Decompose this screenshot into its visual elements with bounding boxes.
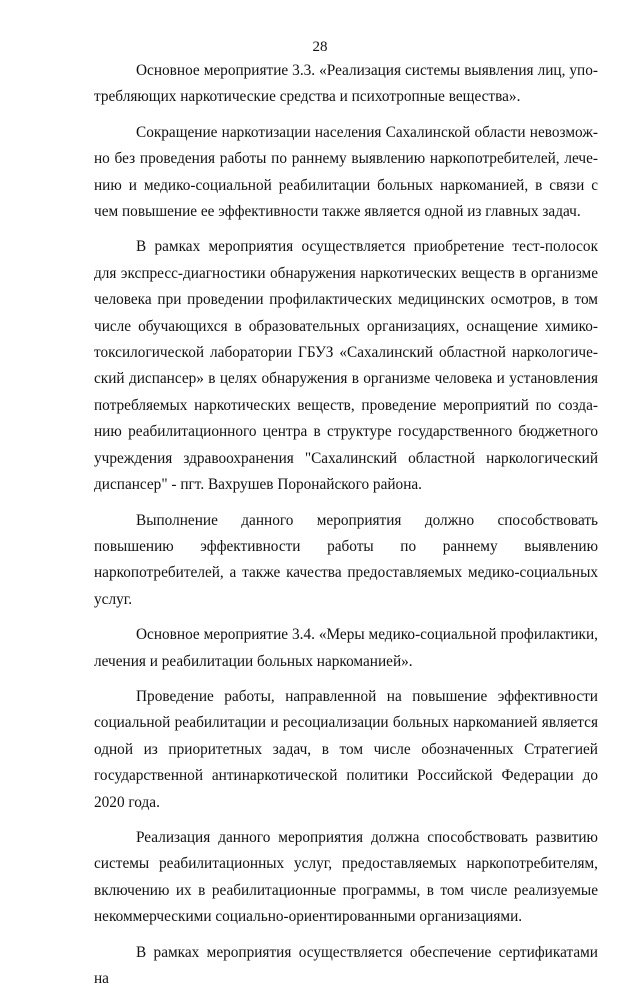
paragraph-measure-3-3-title: Основное мероприятие 3.3. «Реализация системы выявления лиц, употребляющих наркотические средства и психотропные вещества». [94, 62, 598, 106]
paragraph-measure-3-4-title: Основное мероприятие 3.4. «Меры медико-социальной профилактики, лечения и реабилитации больных наркоманией». [94, 626, 598, 670]
page-number: 28 [312, 39, 328, 55]
document-body [94, 58, 598, 1001]
paragraph-effectiveness: Выполнение данного мероприятия должно способствовать повышению эффективности работы по раннему выявлению наркопотребителей, а также качества предоставляемых медико-социальных услуг. [94, 511, 598, 608]
paragraph-certificates: В рамках мероприятия осуществляется обеспечение сертификатами на [94, 943, 598, 987]
paragraph-test-strips: В рамках мероприятия осуществляется приобретение тест-полосок для экспресс-диагностики обнаружения наркотических веществ в организме человека при проведении профилактических медицинских осмотров, в том числе обучающихся в образовательных организациях, оснащение химико-токсилогической лаборатории ГБУЗ «Сахалинский областной наркологический диспансер» в целях обнаружения в организме человека и установления потребляемых наркотических веществ, проведение мероприятий по созданию реабилитационного центра в структуре государственного бюджетного учреждения здравоохранения "Сахалинский областной наркологический диспансер" - пгт. Вахрушев Поронайского района. [94, 238, 598, 494]
paragraph-drug-reduction: Сокращение наркотизации населения Сахалинской области невозможно без проведения работы по раннему выявлению наркопотребителей, лечению и медико-социальной реабилитации больных наркоманией, в связи с чем повышение ее эффективности также является одной из главных задач. [94, 123, 598, 221]
paragraph-rehabilitation: Проведение работы, направленной на повышение эффективности социальной реабилитации и ресоциализации больных наркоманией является одной из приоритетных задач, в том числе обозначенных Стратегией государственной антинаркотической политики Российской Федерации до 2020 года. [94, 687, 598, 811]
paragraph-implementation: Реализация данного мероприятия должна способствовать развитию системы реабилитационных услуг, предоставляемых наркопотребителям, включению их в реабилитационные программы, в том числе реализуемые некоммерческими социально-ориентированными организациями. [94, 828, 598, 926]
